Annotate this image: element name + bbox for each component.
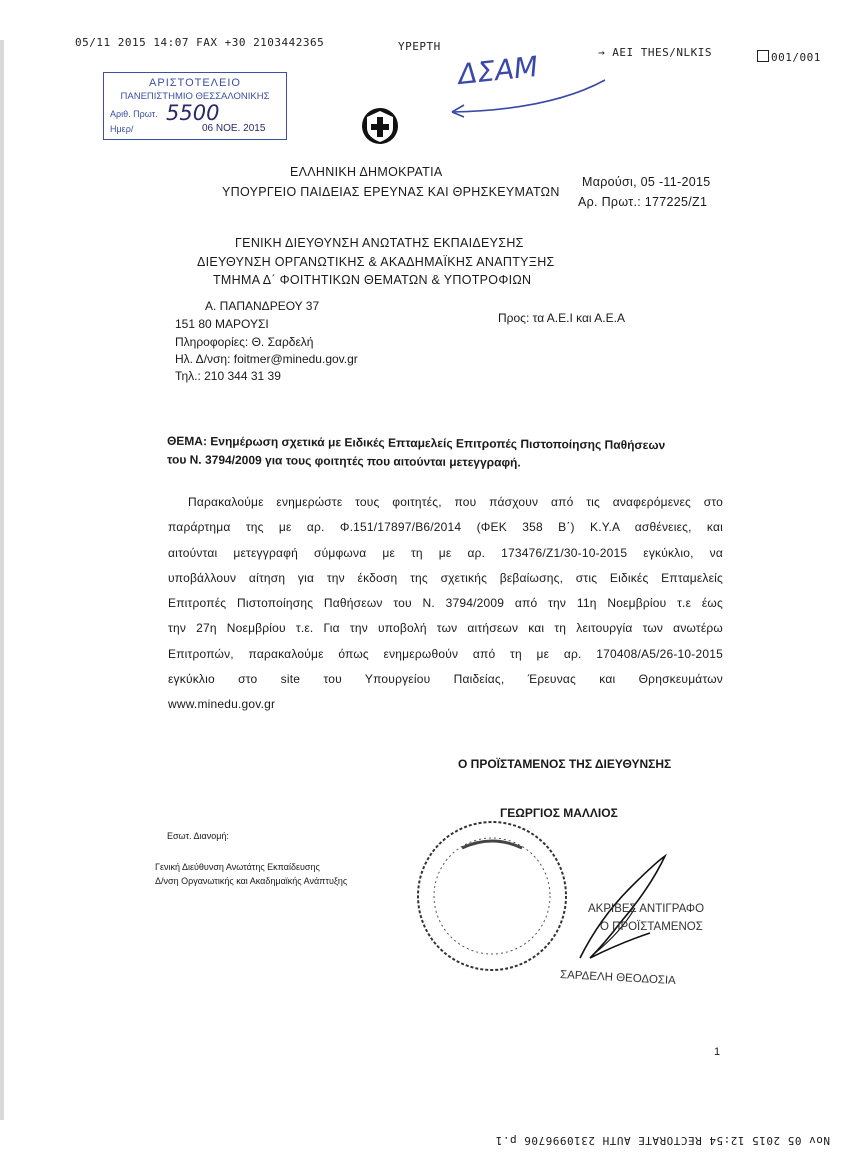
handwritten-note: ΔΣΑΜ bbox=[456, 49, 540, 92]
address-city: 151 80 ΜΑΡΟΥΣΙ bbox=[175, 317, 269, 331]
certified-name: ΣΑΡΔΕΛΗ ΘΕΟΔΟΣΙΑ bbox=[559, 968, 677, 988]
directorate-general: ΓΕΝΙΚΗ ΔΙΕΥΘΥΝΣΗ ΑΝΩΤΑΤΗΣ ΕΚΠΑΙΔΕΥΣΗΣ bbox=[235, 236, 524, 250]
fax-timestamp: 05/11 2015 14:07 FAX +30 2103442365 bbox=[75, 36, 325, 49]
body-line: Επιτροπές Πιστοποίησης Παθήσεων του Ν. 3794/2009 από την 11η Νοεμβρίου τ.ε έως bbox=[168, 596, 723, 611]
distribution-label: Εσωτ. Διανομή: bbox=[167, 831, 229, 841]
signature-title: Ο ΠΡΟΪΣΤΑΜΕΝΟΣ ΤΗΣ ΔΙΕΥΘΥΝΣΗΣ bbox=[458, 757, 672, 771]
place-date: Μαρούσι, 05 -11-2015 bbox=[582, 175, 711, 189]
subject-line-1: ΘΕΜΑ: Ενημέρωση σχετικά με Ειδικές Επταμελείς Επιτροπές Πιστοποίησης Παθήσεων bbox=[166, 433, 666, 453]
distribution-line-2: Δ/νση Οργανωτικής και Ακαδημαϊκής Ανάπτυξης bbox=[155, 876, 348, 886]
fax-page-icon bbox=[757, 50, 769, 62]
subject-line-2: του Ν. 3794/2009 για τους φοιτητές που αιτούνται μετεγγραφή. bbox=[166, 452, 521, 470]
department: ΤΜΗΜΑ Δ΄ ΦΟΙΤΗΤΙΚΩΝ ΘΕΜΑΤΩΝ & ΥΠΟΤΡΟΦΙΩΝ bbox=[213, 273, 532, 287]
body-line: παράρτημα της με αρ. Φ.151/17897/Β6/2014 (ΦΕΚ 358 Β΄) Κ.Υ.Α ασθένειες, και bbox=[168, 520, 723, 535]
body-line: www.minedu.gov.gr bbox=[168, 697, 276, 712]
republic-title: ΕΛΛΗΝΙΚΗ ΔΗΜΟΚΡΑΤΙΑ bbox=[290, 165, 443, 179]
recipient: Προς: τα Α.Ε.Ι και Α.Ε.Α bbox=[498, 311, 625, 325]
signature-name: ΓΕΩΡΓΙΟΣ ΜΑΛΛΙΟΣ bbox=[500, 806, 618, 820]
fax-sender: ΥΡΕΡΤΗ bbox=[398, 40, 441, 53]
certified-copy-line-2: Ο ΠΡΟΪΣΤΑΜΕΝΟΣ bbox=[600, 921, 703, 933]
scan-edge bbox=[0, 40, 4, 1120]
address-street: Α. ΠΑΠΑΝΔΡΕΟΥ 37 bbox=[205, 299, 320, 313]
body-line: την 27η Νοεμβρίου τ.ε. Για την υποβολή των αιτήσεων και τη λειτουργία των ανωτέρω bbox=[168, 621, 723, 636]
stamp-protocol-label: Αριθ. Πρωτ. bbox=[110, 109, 158, 119]
fax-destination: → ΑΕΙ THES/NLKIS bbox=[598, 46, 712, 59]
stamp-protocol-number: 5500 bbox=[166, 101, 220, 125]
body-paragraph bbox=[168, 490, 723, 718]
stamp-date-value: 06 ΝΟΕ. 2015 bbox=[202, 123, 266, 134]
directorate: ΔΙΕΥΘΥΝΣΗ ΟΡΓΑΝΩΤΙΚΗΣ & ΑΚΑΔΗΜΑΪΚΗΣ ΑΝΑΠΤΥΞΗΣ bbox=[197, 255, 555, 269]
body-line: εγκύκλιο στο site του Υπουργείου Παιδείας, Έρευνας και Θρησκευμάτων bbox=[168, 672, 723, 687]
protocol-ref: Αρ. Πρωτ.: 177225/Ζ1 bbox=[578, 195, 708, 209]
body-line: Παρακαλούμε ενημερώστε τους φοιτητές, που πάσχουν από τις αναφερόμενες στο bbox=[188, 495, 723, 509]
body-line: υποβάλλουν αίτηση για την έκδοση της σχετικής βεβαίωσης, στις Ειδικές Επταμελείς bbox=[168, 570, 723, 585]
address-info: Πληροφορίες: Θ. Σαρδελή bbox=[175, 335, 314, 349]
handwritten-arrow bbox=[440, 70, 610, 120]
stamp-date-label: Ημερ/ bbox=[110, 124, 134, 134]
page-number: 1 bbox=[714, 1046, 721, 1058]
fax-page: 001/001 bbox=[757, 50, 821, 64]
certified-copy-line-1: ΑΚΡΙΒΕΣ ΑΝΤΙΓΡΑΦΟ bbox=[588, 903, 705, 915]
received-stamp bbox=[103, 72, 287, 140]
address-email: Ηλ. Δ/νση: foitmer@minedu.gov.gr bbox=[175, 352, 358, 366]
fax-footer: Nov 05 2015 12:54 RECTORATE AUTH 2310996706 p.1 bbox=[495, 1134, 830, 1147]
stamp-institution-2: ΠΑΝΕΠΙΣΤΗΜΙΟ ΘΕΣΣΑΛΟΝΙΚΗΣ bbox=[120, 91, 270, 102]
greek-emblem-icon bbox=[360, 106, 400, 146]
stamp-institution-1: ΑΡΙΣΤΟΤΕΛΕΙΟ bbox=[149, 77, 241, 89]
distribution-line-1: Γενική Διεύθυνση Ανωτάτης Εκπαίδευσης bbox=[155, 862, 320, 872]
ministry-title: ΥΠΟΥΡΓΕΙΟ ΠΑΙΔΕΙΑΣ ΕΡΕΥΝΑΣ ΚΑΙ ΘΡΗΣΚΕΥΜΑΤΩΝ bbox=[222, 185, 560, 199]
official-seal bbox=[412, 816, 572, 976]
body-line: Επιτροπών, παρακαλούμε όπως ενημερωθούν από τη με αρ. 170408/Α5/26-10-2015 bbox=[168, 646, 723, 661]
address-phone: Τηλ.: 210 344 31 39 bbox=[175, 369, 281, 383]
body-line: αιτούνται μετεγγραφή σύμφωνα με τη με αρ. 173476/Ζ1/30-10-2015 εγκύκλιο, να bbox=[168, 545, 723, 560]
